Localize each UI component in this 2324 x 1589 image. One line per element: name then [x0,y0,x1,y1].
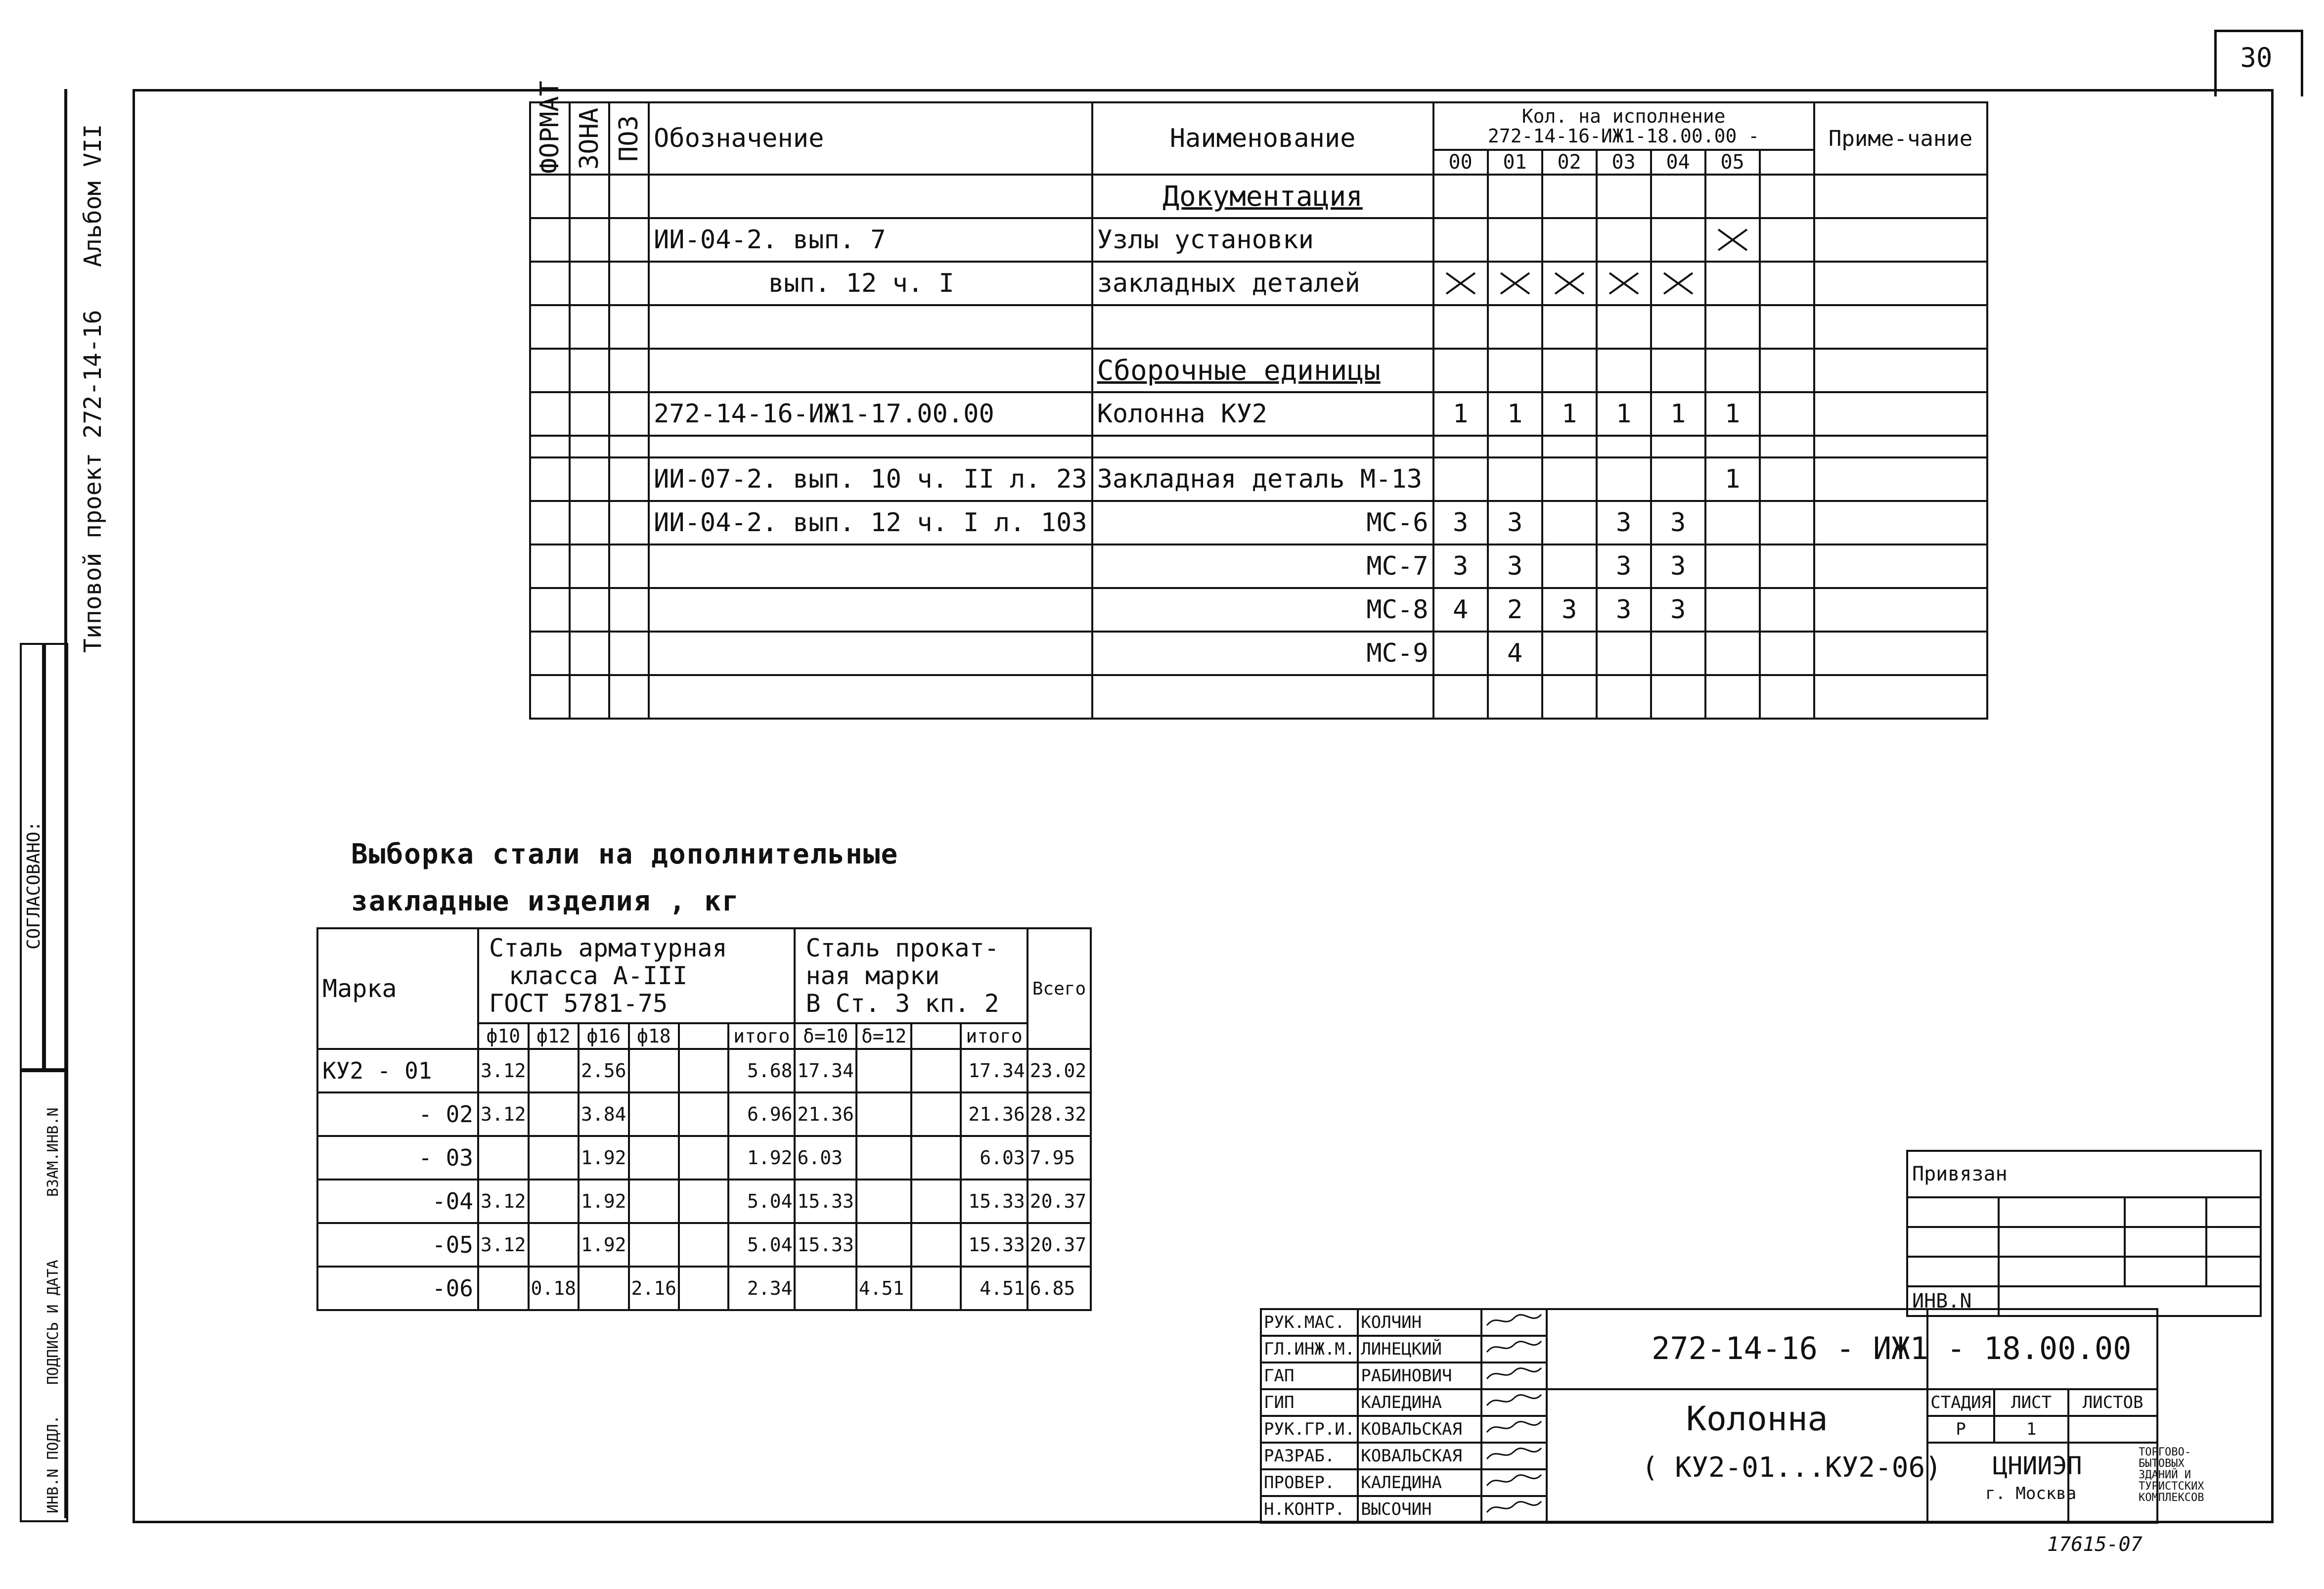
spec-qty: 3 [1597,588,1651,632]
steel-value [911,1049,961,1092]
steel-subheader: ф16 [579,1023,629,1049]
approval-stamp [20,643,64,1518]
steel-col-total: Всего [1028,928,1091,1049]
steel-value: 1.92 [579,1180,629,1223]
cross-mark-icon [1547,271,1592,296]
spec-qty: 3 [1488,501,1542,545]
binding-label: Привязан [1907,1151,2261,1197]
spec-name: Узлы установки [1092,218,1433,262]
tb-person: ВЫСОЧИН [1358,1496,1481,1523]
steel-mark: КУ2 - 01 [317,1049,478,1092]
steel-value [629,1223,679,1267]
steel-value [629,1049,679,1092]
steel-col-rebar: Сталь арматурная класса А-III ГОСТ 5781-75 [478,928,795,1023]
project-label: Типовой проект 272-14-16 [79,310,107,653]
steel-mark: -06 [317,1267,478,1310]
steel-col-rolled: Сталь прокат- ная марки В Ст. 3 кп. 2 [795,928,1027,1023]
binding-block [1906,1150,2262,1317]
steel-value: 2.56 [579,1049,629,1092]
steel-value: 5.04 [728,1223,795,1267]
signature [1481,1416,1547,1443]
spec-qty [1433,218,1488,262]
spec-rows-assembly [530,392,1987,675]
spec-designation: 272-14-16-ИЖ1-17.00.00 [649,392,1092,436]
spec-qty: 1 [1597,392,1651,436]
tb-sheets-label: ЛИСТОВ [2068,1389,2157,1416]
col-qty-title: Кол. на исполнение 272-14-16-ИЖ1-18.00.00 - [1433,102,1814,150]
steel-subheader: итого [728,1023,795,1049]
spec-qty [1705,545,1760,588]
steel-value [629,1180,679,1223]
steel-value [856,1049,912,1092]
cross-mark-icon [1438,271,1483,296]
specification-table [529,81,1988,720]
steel-value: 5.68 [728,1049,795,1092]
cross-mark-icon [1493,271,1537,296]
spec-qty: 3 [1651,545,1705,588]
spec-designation [649,588,1092,632]
spec-row [530,392,1987,436]
steel-value [478,1267,529,1310]
spec-name: МС-7 [1092,545,1433,588]
steel-value [856,1092,912,1136]
steel-subheader: итого [961,1023,1027,1049]
spec-row [530,501,1987,545]
tb-role: Н.КОНТР. [1261,1496,1358,1523]
col-designation: Обозначение [649,102,1092,175]
steel-value: 17.34 [961,1049,1027,1092]
spec-name: МС-8 [1092,588,1433,632]
spec-qty [1705,588,1760,632]
steel-value: 17.34 [795,1049,856,1092]
stamp-signature-date: ПОДПИСЬ И ДАТА [45,1260,62,1385]
spec-qty [1542,632,1597,675]
steel-value [679,1136,728,1180]
spec-qty: 1 [1651,392,1705,436]
steel-mark: - 02 [317,1092,478,1136]
spec-designation: вып. 12 ч. I [649,262,1092,305]
steel-row [317,1223,1091,1267]
tb-role: РУК.ГР.И. [1261,1416,1358,1443]
steel-value [529,1136,579,1180]
organization-note: ТОРГОВО-БЫТОВЫХ ЗДАНИЙ И ТУРИСТСКИХ КОМПЛЕКСОВ [2139,1446,2204,1504]
spec-qty [1705,501,1760,545]
steel-mark: -05 [317,1223,478,1267]
cross-mark-icon [1656,271,1700,296]
steel-value: 2.16 [629,1267,679,1310]
spec-qty [1542,457,1597,501]
steel-value: 1.92 [728,1136,795,1180]
steel-value [529,1049,579,1092]
steel-subheader: δ=10 [795,1023,856,1049]
page-number: 30 [2240,42,2273,73]
spec-qty [1705,262,1760,305]
variant-02: 02 [1542,150,1597,175]
tb-role: ГИП [1261,1389,1358,1416]
cross-mark-icon [1602,271,1646,296]
steel-value [579,1267,629,1310]
spec-row [530,218,1987,262]
spec-qty [1488,457,1542,501]
spec-qty-cross [1705,218,1760,262]
stamp-replace-inv: ВЗАМ.ИНВ.N [45,1107,62,1197]
spec-designation [649,545,1092,588]
steel-value: 15.33 [961,1223,1027,1267]
steel-value: 7.95 [1028,1136,1091,1180]
spec-qty: 1 [1705,392,1760,436]
variant-03: 03 [1597,150,1651,175]
spec-name: Закладная деталь М-13 [1092,457,1433,501]
section-documentation: Документация [1092,175,1433,218]
drawing-title: Колонна [1686,1400,1828,1439]
cross-mark-icon [1710,227,1755,252]
variant-05: 05 [1705,150,1760,175]
steel-value: 1.92 [579,1223,629,1267]
steel-mark: -04 [317,1180,478,1223]
spec-qty-cross [1488,262,1542,305]
spec-qty-cross [1597,262,1651,305]
spec-qty-cross [1651,262,1705,305]
steel-value [529,1092,579,1136]
organization-city: г. Москва [1985,1484,2077,1503]
variant-00: 00 [1433,150,1488,175]
tb-person: ЛИНЕЦКИЙ [1358,1336,1481,1362]
spec-qty: 3 [1597,545,1651,588]
steel-value [795,1267,856,1310]
signature [1481,1309,1547,1336]
steel-value [679,1180,728,1223]
steel-value [911,1180,961,1223]
variant-04: 04 [1651,150,1705,175]
steel-rows [317,1049,1091,1310]
spec-qty: 1 [1705,457,1760,501]
steel-value: 6.85 [1028,1267,1091,1310]
spec-qty: 3 [1651,588,1705,632]
spec-qty: 2 [1488,588,1542,632]
spec-name: МС-6 [1092,501,1433,545]
steel-subheader [679,1023,728,1049]
steel-value [679,1223,728,1267]
spec-qty [1433,457,1488,501]
steel-col-mark: Марка [317,928,478,1049]
spec-qty [1651,632,1705,675]
spec-qty [1651,218,1705,262]
album-label: Альбом VII [79,124,107,267]
signature [1481,1443,1547,1469]
spec-qty: 3 [1488,545,1542,588]
steel-value: 3.84 [579,1092,629,1136]
steel-subheader [911,1023,961,1049]
steel-subheader: ф12 [529,1023,579,1049]
spec-qty [1542,501,1597,545]
steel-subheader: ф10 [478,1023,529,1049]
steel-value: 3.12 [478,1180,529,1223]
spec-name: МС-9 [1092,632,1433,675]
steel-value: 23.02 [1028,1049,1091,1092]
steel-value: 20.37 [1028,1223,1091,1267]
col-format: ФОРМАТ [530,102,570,175]
steel-value [478,1136,529,1180]
binding-inv: ИНВ.N [1907,1286,1999,1316]
section-assembly: Сборочные единицы [1092,349,1433,392]
tb-role: РАЗРАБ. [1261,1443,1358,1469]
steel-value: 3.12 [478,1049,529,1092]
drawing-subtitle: ( КУ2-01...КУ2-06) [1642,1452,1942,1484]
steel-row [317,1092,1091,1136]
stamp-original-inv: ИНВ.N ПОДЛ. [45,1415,62,1513]
tb-role: ПРОВЕР. [1261,1469,1358,1496]
steel-subheader: ф18 [629,1023,679,1049]
steel-value [911,1223,961,1267]
steel-value [856,1180,912,1223]
spec-row [530,457,1987,501]
steel-value: 1.92 [579,1136,629,1180]
steel-value: 6.03 [795,1136,856,1180]
spec-qty [1488,218,1542,262]
spec-name: закладных деталей [1092,262,1433,305]
steel-value: 3.12 [478,1223,529,1267]
spec-qty-cross [1433,262,1488,305]
steel-value [911,1136,961,1180]
drawing-number: 272-14-16 - ИЖ1 - 18.00.00 [1652,1330,2132,1366]
steel-value: 21.36 [795,1092,856,1136]
spec-qty: 3 [1542,588,1597,632]
tb-sheet-label: ЛИСТ [1994,1389,2068,1416]
tb-person: КОЛЧИН [1358,1309,1481,1336]
spec-designation [649,632,1092,675]
signature [1481,1496,1547,1523]
col-zone: ЗОНА [570,102,609,175]
tb-person: КОВАЛЬСКАЯ [1358,1416,1481,1443]
tb-person: КАЛЕДИНА [1358,1469,1481,1496]
steel-value: 0.18 [529,1267,579,1310]
tb-person: РАБИНОВИЧ [1358,1362,1481,1389]
spec-qty: 4 [1433,588,1488,632]
col-name: Наименование [1092,102,1433,175]
steel-value [911,1267,961,1310]
variant-01: 01 [1488,150,1542,175]
spec-qty [1542,218,1597,262]
spec-qty: 1 [1542,392,1597,436]
steel-value [856,1136,912,1180]
steel-row [317,1136,1091,1180]
steel-subheader: δ=12 [856,1023,912,1049]
tb-role: ГЛ.ИНЖ.М. [1261,1336,1358,1362]
steel-value: 20.37 [1028,1180,1091,1223]
steel-value [679,1092,728,1136]
tb-stage-label: СТАДИЯ [1927,1389,1994,1416]
spec-qty [1705,632,1760,675]
steel-value: 15.33 [795,1223,856,1267]
spec-designation: ИИ-07-2. вып. 10 ч. II л. 23 [649,457,1092,501]
steel-value [529,1223,579,1267]
spec-qty: 1 [1433,392,1488,436]
steel-value: 6.96 [728,1092,795,1136]
spec-designation: ИИ-04-2. вып. 7 [649,218,1092,262]
spec-qty: 3 [1651,501,1705,545]
spec-designation: ИИ-04-2. вып. 12 ч. I л. 103 [649,501,1092,545]
signature [1481,1389,1547,1416]
spec-qty: 4 [1488,632,1542,675]
steel-value [629,1136,679,1180]
tb-sheet: 1 [1994,1416,2068,1443]
signature [1481,1469,1547,1496]
steel-value: 28.32 [1028,1092,1091,1136]
spec-name: Колонна КУ2 [1092,392,1433,436]
spec-qty: 3 [1433,545,1488,588]
spec-qty [1542,545,1597,588]
spec-qty [1597,632,1651,675]
steel-mark: - 03 [317,1136,478,1180]
spec-qty: 3 [1433,501,1488,545]
tb-person: КАЛЕДИНА [1358,1389,1481,1416]
spec-qty-cross [1542,262,1597,305]
tb-stage: Р [1927,1416,1994,1443]
tb-role: РУК.МАС. [1261,1309,1358,1336]
steel-value: 4.51 [856,1267,912,1310]
spec-qty [1433,632,1488,675]
footer-number: 17615-07 [2047,1533,2143,1556]
col-note: Приме-чание [1814,102,1987,175]
steel-value: 5.04 [728,1180,795,1223]
steel-table-title: Выборка стали на дополнительные закладные изделия , кг [351,838,899,917]
spec-rows-docs [530,218,1987,305]
steel-value [679,1267,728,1310]
steel-value: 15.33 [961,1180,1027,1223]
steel-value: 3.12 [478,1092,529,1136]
steel-table [316,927,1092,1311]
steel-value: 6.03 [961,1136,1027,1180]
steel-value: 21.36 [961,1092,1027,1136]
tb-role: ГАП [1261,1362,1358,1389]
spec-row [530,262,1987,305]
steel-row [317,1180,1091,1223]
agreed-label: СОГЛАСОВАНО: [24,820,44,950]
steel-value [629,1092,679,1136]
spec-row [530,632,1987,675]
steel-row [317,1049,1091,1092]
spec-row [530,545,1987,588]
signature [1481,1336,1547,1362]
spec-qty: 3 [1597,501,1651,545]
steel-row [317,1267,1091,1310]
signature [1481,1362,1547,1389]
spec-qty [1597,218,1651,262]
steel-value [679,1049,728,1092]
spec-qty: 1 [1488,392,1542,436]
spec-qty [1597,457,1651,501]
organization: ЦНИИЭП [1993,1452,2082,1480]
steel-value [529,1180,579,1223]
col-pos: ПОЗ [609,102,649,175]
steel-value [856,1223,912,1267]
steel-value: 4.51 [961,1267,1027,1310]
spec-row [530,588,1987,632]
tb-person: КОВАЛЬСКАЯ [1358,1443,1481,1469]
steel-value [911,1092,961,1136]
steel-value: 15.33 [795,1180,856,1223]
spec-qty [1651,457,1705,501]
steel-value: 2.34 [728,1267,795,1310]
